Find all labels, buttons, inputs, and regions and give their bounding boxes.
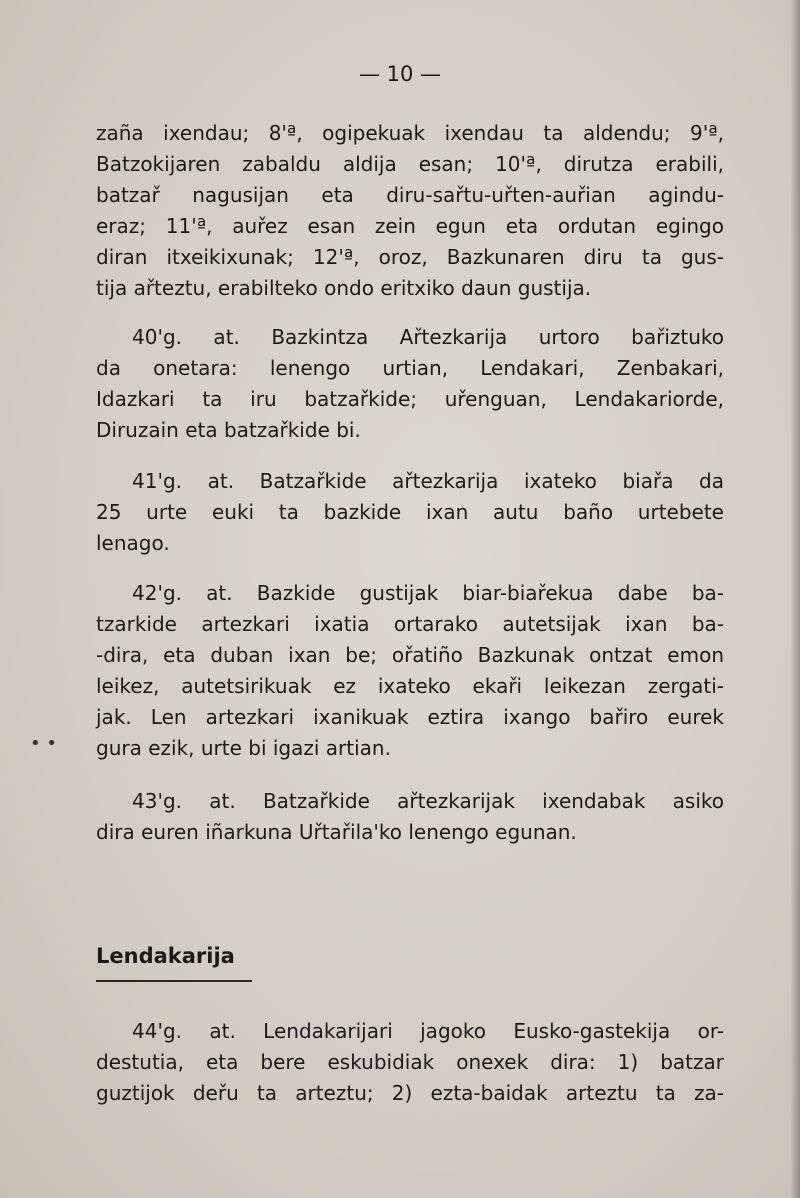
text-line: tzarkide artezkari ixatia ortarako autetsijak ixan ba- bbox=[96, 612, 724, 636]
text-line: 42'g. at. Bazkide gustijak biar-biařekua dabe ba- bbox=[132, 581, 724, 605]
text-line: 25 urte euki ta bazkide ixan autu baño urtebete bbox=[96, 500, 724, 524]
text-line: Diruzain eta batzařkide bi. bbox=[96, 418, 361, 442]
article-41 bbox=[132, 466, 724, 497]
text-line: eraz; 11'ª, auřez esan zein egun eta ordutan egingo bbox=[96, 214, 724, 238]
text-line: guztijok deřu ta arteztu; 2) ezta-baidak arteztu ta za- bbox=[96, 1081, 724, 1105]
article-43 bbox=[132, 786, 724, 817]
text-line: leikez, autetsirikuak ez ixateko ekaři leikezan zergati- bbox=[96, 674, 724, 698]
text-line: gura ezik, urte bi igazi artian. bbox=[96, 736, 391, 760]
text-line: destutia, eta bere eskubidiak onexek dira: 1) batzar bbox=[96, 1050, 724, 1074]
text-line: tija ařteztu, erabilteko ondo eritxiko daun gustija. bbox=[96, 276, 592, 300]
text-line: -dira, eta duban ixan be; ořatiño Bazkunak ontzat emon bbox=[96, 643, 724, 667]
article-44-body bbox=[96, 1047, 724, 1109]
page-number: — 10 — bbox=[358, 62, 442, 86]
text-line: lenago. bbox=[96, 531, 170, 555]
article-44 bbox=[132, 1016, 724, 1047]
text-line: zaña ixendau; 8'ª, ogipekuak ixendau ta aldendu; 9'ª, bbox=[96, 121, 724, 145]
margin-mark: • • bbox=[30, 733, 57, 754]
text-line: 41'g. at. Batzařkide ařtezkarija ixateko biařa da bbox=[132, 469, 724, 493]
article-40-body bbox=[96, 353, 724, 446]
article-40 bbox=[96, 322, 724, 353]
text-line: diran itxeikixunak; 12'ª, oroz, Bazkunaren diru ta gus- bbox=[96, 245, 724, 269]
text-line: 43'g. at. Batzařkide ařtezkarijak ixendabak asiko bbox=[132, 789, 724, 813]
paragraph-continuation bbox=[96, 118, 724, 304]
text-line: dira euren iñarkuna Uřtařila'ko lenengo egunan. bbox=[96, 820, 577, 844]
text-line: jak. Len artezkari ixanikuak eztira ixango bařiro eurek bbox=[96, 705, 724, 729]
text-line: da onetara: lenengo urtian, Lendakari, Zenbakari, bbox=[96, 356, 724, 380]
text-line: 44'g. at. Lendakarijari jagoko Eusko-gastekija or- bbox=[132, 1019, 724, 1043]
article-41-body bbox=[96, 497, 724, 559]
text-line: batzař nagusijan eta diru-sařtu-uřten-auřian agindu- bbox=[96, 183, 724, 207]
page-edge-shadow bbox=[790, 0, 800, 1198]
heading-underline bbox=[96, 980, 252, 982]
article-43-body bbox=[96, 817, 724, 848]
text-line: 40'g. at. Bazkintza Ařtezkarija urtoro bařiztuko bbox=[132, 325, 724, 349]
article-42 bbox=[132, 578, 724, 609]
text-line: Idazkari ta iru batzařkide; uřenguan, Lendakariorde, bbox=[96, 387, 724, 411]
text-line: Batzokijaren zabaldu aldija esan; 10'ª, dirutza erabili, bbox=[96, 152, 724, 176]
article-42-body bbox=[96, 609, 724, 764]
section-heading: Lendakarija bbox=[96, 944, 235, 968]
